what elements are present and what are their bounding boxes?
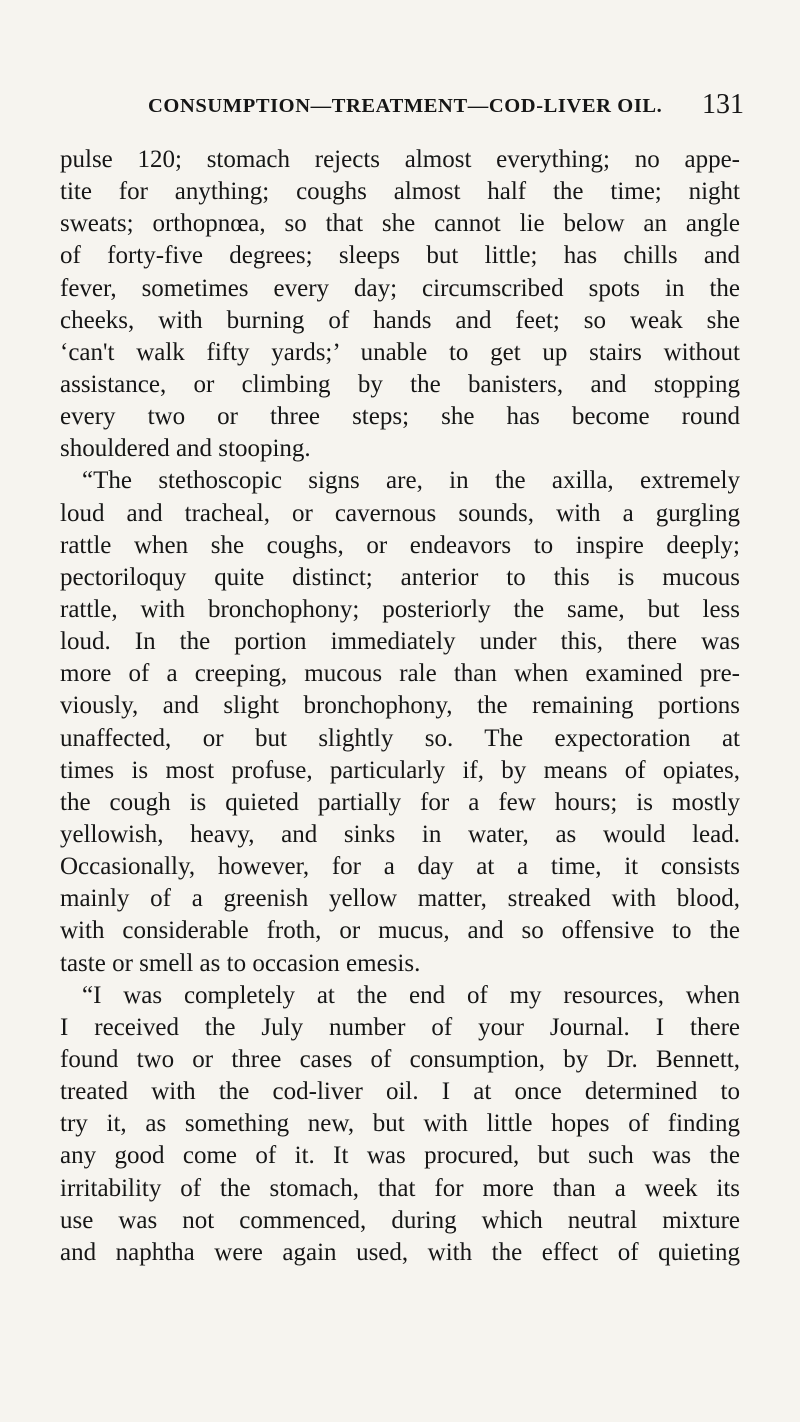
- running-head: CONSUMPTION—TREATMENT—COD-LIVER OIL.: [148, 95, 663, 117]
- text-line: irritability of the stomach, that for more than a week its: [60, 1174, 740, 1202]
- text-line: shouldered and stooping.: [60, 435, 311, 463]
- text-line: loud. In the portion immediately under this, there was: [60, 628, 740, 656]
- text-line: found two or three cases of consumption, by Dr. Bennett,: [60, 1045, 740, 1073]
- page-number: 131: [702, 89, 744, 120]
- text-line: the cough is quieted partially for a few hours; is mostly: [60, 788, 740, 816]
- text-line: use was not commenced, during which neutral mixture: [60, 1206, 740, 1234]
- text-line: treated with the cod-liver oil. I at once determined to: [60, 1078, 740, 1106]
- text-line: more of a creeping, mucous rale than when examined pre-: [60, 660, 740, 688]
- text-line: with considerable froth, or mucus, and so offensive to the: [60, 917, 740, 945]
- text-line: and naphtha were again used, with the effect of quieting: [60, 1238, 740, 1266]
- text-line: assistance, or climbing by the banisters, and stopping: [60, 370, 740, 398]
- text-line: viously, and slight bronchophony, the remaining portions: [60, 692, 740, 720]
- text-line: rattle when she coughs, or endeavors to inspire deeply;: [60, 531, 740, 559]
- text-line: of forty-five degrees; sleeps but little; has chills and: [60, 242, 740, 270]
- paragraph-start-line: “I was completely at the end of my resources, when: [82, 981, 740, 1009]
- text-line: every two or three steps; she has become round: [60, 403, 740, 431]
- text-line: I received the July number of your Journal. I there: [60, 1013, 740, 1041]
- text-line: rattle, with bronchophony; posteriorly the same, but less: [60, 595, 740, 623]
- page-header: [64, 89, 744, 126]
- text-line: unaffected, or but slightly so. The expectoration at: [60, 724, 740, 752]
- body-text: [60, 144, 740, 1269]
- text-line: cheeks, with burning of hands and feet; so weak she: [60, 306, 740, 334]
- text-line: pectoriloquy quite distinct; anterior to this is mucous: [60, 563, 740, 591]
- text-line: Occasionally, however, for a day at a time, it consists: [60, 853, 740, 881]
- text-line: any good come of it. It was procured, but such was the: [60, 1142, 740, 1170]
- text-line: mainly of a greenish yellow matter, streaked with blood,: [60, 885, 740, 913]
- text-line: ‘can't walk fifty yards;’ unable to get up stairs without: [60, 338, 740, 366]
- text-line: loud and tracheal, or cavernous sounds, with a gurgling: [60, 499, 740, 527]
- text-line: yellowish, heavy, and sinks in water, as would lead.: [60, 820, 740, 848]
- text-line: taste or smell as to occasion emesis.: [60, 949, 421, 977]
- text-line: fever, sometimes every day; circumscribed spots in the: [60, 274, 740, 302]
- text-line: try it, as something new, but with little hopes of finding: [60, 1110, 740, 1138]
- text-line: pulse 120; stomach rejects almost everything; no appe-: [60, 146, 740, 173]
- text-line: sweats; orthopnœa, so that she cannot lie below an angle: [60, 210, 740, 238]
- paragraph-start-line: “The stethoscopic signs are, in the axilla, extremely: [82, 467, 740, 495]
- text-line: tite for anything; coughs almost half the time; night: [60, 178, 740, 206]
- text-line: times is most profuse, particularly if, by means of opiates,: [60, 756, 740, 784]
